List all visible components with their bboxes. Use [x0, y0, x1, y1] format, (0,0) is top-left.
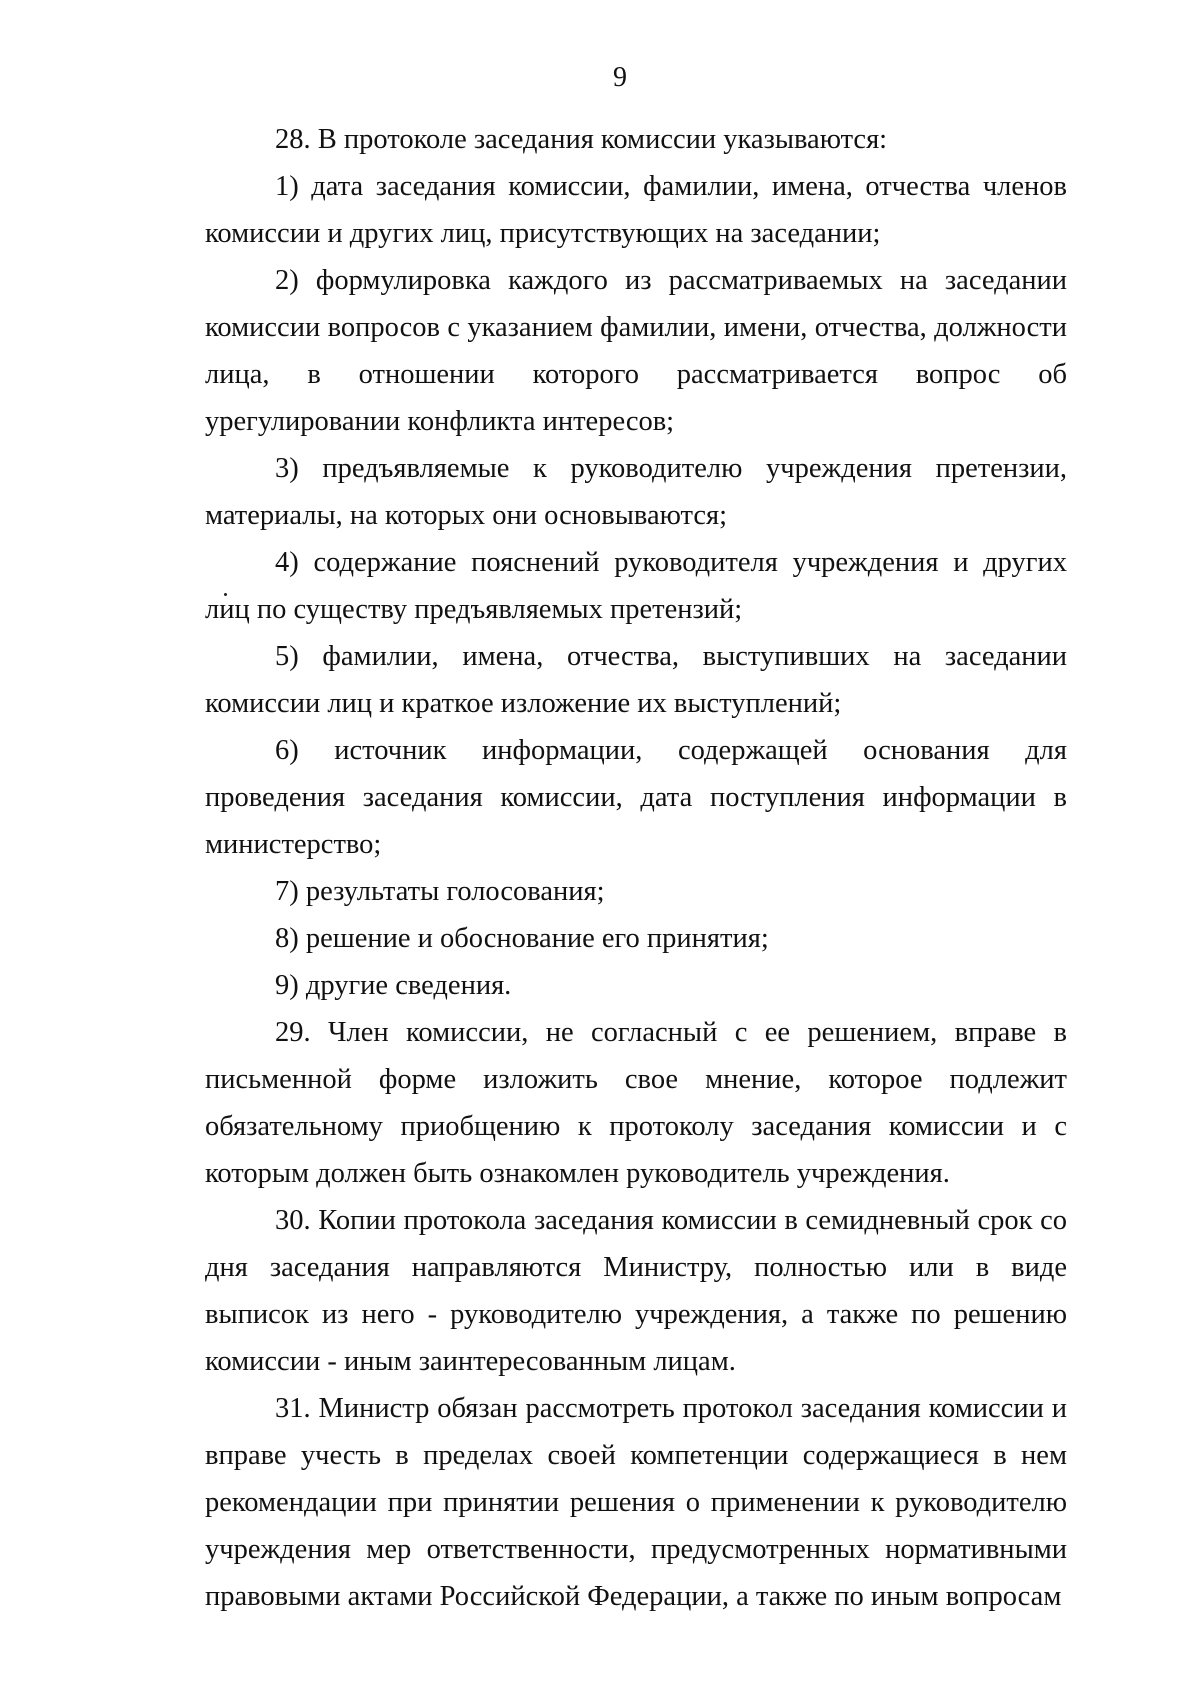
list-item-3: 3) предъявляемые к руководителю учреждения претензии, материалы, на которых они основываются; — [205, 453, 1067, 531]
section-31-paragraph: 31. Министр обязан рассмотреть протокол заседания комиссии и вправе учесть в пределах своей компетенции содержащиеся в нем рекомендации при принятии решения о применении к руководителю учреждения мер ответственности, предусмотренных нормативными правовыми актами Российской Федерации, а также по иным вопросам — [205, 1393, 1067, 1612]
document-body — [205, 116, 1067, 1620]
list-item-9: 9) другие сведения. — [275, 970, 512, 1001]
list-item-5: 5) фамилии, имена, отчества, выступивших на заседании комиссии лиц и краткое изложение их выступлений; — [205, 641, 1067, 719]
section-29-paragraph: 29. Член комиссии, не согласный с ее решением, вправе в письменной форме изложить свое мнение, которое подлежит обязательному приобщению к протоколу заседания комиссии и с которым должен быть ознакомлен руководитель учреждения. — [205, 1017, 1067, 1189]
list-item-6: 6) источник информации, содержащей основания для проведения заседания комиссии, дата поступления информации в министерство; — [205, 735, 1067, 860]
list-item-1: 1) дата заседания комиссии, фамилии, имена, отчества членов комиссии и других лиц, присутствующих на заседании; — [205, 171, 1067, 249]
list-item-8: 8) решение и обоснование его принятия; — [275, 923, 769, 954]
list-item-2: 2) формулировка каждого из рассматриваемых на заседании комиссии вопросов с указанием фамилии, имени, отчества, должности лица, в отношении которого рассматривается вопрос об урегулировании конфликта интересов; — [205, 265, 1067, 437]
section-28-heading: 28. В протоколе заседания комиссии указываются: — [275, 124, 888, 155]
page-number: 9 — [613, 62, 627, 93]
list-item-7: 7) результаты голосования; — [275, 876, 605, 907]
section-30-paragraph: 30. Копии протокола заседания комиссии в семидневный срок со дня заседания направляются Министру, полностью или в виде выписок из него - руководителю учреждения, а также по решению комиссии - иным заинтересованным лицам. — [205, 1205, 1067, 1377]
list-item-4: 4) содержание пояснений руководителя учреждения и других лиц по существу предъявляемых претензий; — [205, 547, 1067, 625]
